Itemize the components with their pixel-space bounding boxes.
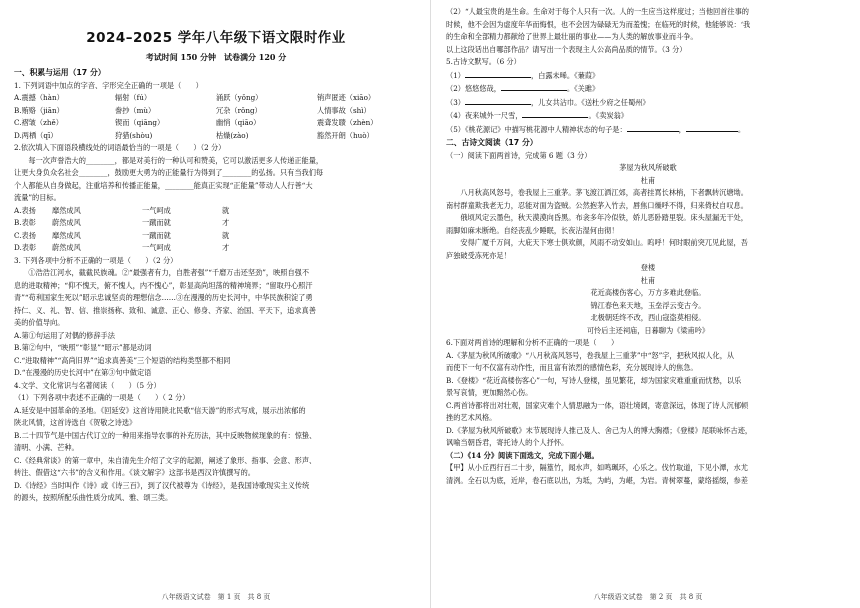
option-line: A.《茅屋为秋风所破歌》“八月秋高风怒号，卷我屋上三重茅”中“怒”字，把秋风拟人化，从 bbox=[446, 350, 735, 360]
option-cell: 一气呵成 bbox=[142, 205, 171, 215]
poem-line: 雨脚如麻未断绝。自经丧乱少睡眠，长夜沾湿何由彻！ bbox=[446, 225, 619, 235]
page-divider bbox=[430, 0, 431, 608]
option-cell: 锲而（qiāng） bbox=[115, 118, 165, 127]
option-line: 陕北风情，这首诗选自《贺敬之诗选》 bbox=[14, 418, 137, 427]
poem-author: 杜甫 bbox=[640, 175, 656, 185]
option-line: 清明、小满、芒种。 bbox=[14, 443, 79, 452]
passage-line: 美的价值导向。 bbox=[14, 318, 65, 327]
option-line: B.二十四节气是中国古代订立的一种用来指导农事的补充历法，其中反映物候现象的有：惊蛰、 bbox=[14, 430, 317, 440]
passage-line: 息的进取精神；“仰不愧天，俯不愧人，内不愧心”，彰显高尚坦荡的精神境界；“留取丹心照汗 bbox=[14, 280, 313, 290]
passage-line: 的生命和全部精力都献给了世界上最壮丽的事业——为人类的解放事业而斗争。 bbox=[446, 32, 698, 41]
passage-line: （2）“人最宝贵的是生命。生命对于每个人只有一次。人的一生应当这样度过；当他回首往事的 bbox=[446, 7, 749, 16]
option-line: 景写哀情，更加黯然心伤。 bbox=[446, 388, 533, 397]
option-row bbox=[14, 130, 418, 143]
option-cell: 靡然成风 bbox=[52, 205, 81, 215]
passage-line: 个人都能从自身做起，注重培养和传播正能量，________能真正实现“正能量”带动人人行善“大 bbox=[14, 180, 313, 190]
option-cell: 就 bbox=[222, 230, 230, 240]
option-row bbox=[14, 217, 418, 230]
sub-heading: （一）阅读下面两首诗，完成第 6 题（3 分） bbox=[446, 150, 592, 160]
option-line: C.“进取精神”“高尚旧界”“追求真善美”三个短语的结构类型都不相同 bbox=[14, 355, 231, 365]
poem-line: 南村群童欺我老无力，忍能对面为盗贼。公然抱茅入竹去，唇焦口燥呼不得，归来倚杖自叹息。 bbox=[446, 200, 748, 210]
section-heading: 二、古诗文阅读（17 分） bbox=[446, 138, 538, 147]
fill-label: （4）夜来城外一尺雪， bbox=[446, 111, 523, 120]
option-row bbox=[14, 230, 418, 243]
option-cell: 靡然成风 bbox=[52, 230, 81, 240]
poem-author: 杜甫 bbox=[640, 275, 656, 285]
answer-blank[interactable] bbox=[686, 123, 738, 132]
fill-line bbox=[446, 109, 850, 123]
option-row bbox=[14, 105, 418, 118]
option-cell: 销声匿迹（xiāo） bbox=[317, 93, 376, 102]
answer-blank[interactable] bbox=[465, 69, 531, 78]
option-cell: 豁然开朗（huò） bbox=[317, 130, 374, 140]
option-line: A.第①句运用了对偶的修辞手法 bbox=[14, 330, 115, 340]
option-line: 讽喻当朝昏君，寄托诗人的个人抒怀。 bbox=[446, 438, 569, 447]
passage-line: 每一次声誉浩大的________，都是对美行的一种认可和赞美，它可以激活更多人传递正能量， bbox=[28, 155, 324, 165]
q1-options bbox=[14, 92, 418, 142]
fill-text: 。《卖炭翁》 bbox=[588, 111, 628, 120]
poem-line: 可怜后主还祠庙，日暮聊为《梁甫吟》 bbox=[586, 325, 710, 335]
answer-blank[interactable] bbox=[522, 109, 588, 118]
poem-line: 北极朝廷终不改，西山寇盗莫相侵。 bbox=[590, 313, 706, 322]
option-line: B.《登楼》“花近高楼伤客心”一句，写诗人登楼，虽见繁花，却为国家灾难重重而忧愁，以乐 bbox=[446, 375, 742, 385]
option-line: C.两首诗都将出对壮观，国家灾难个人情思融为一体，语壮境阔，寄意深远，体现了诗人沉郁顿 bbox=[446, 400, 749, 410]
option-cell: 誊抄（mù） bbox=[115, 105, 156, 115]
page-footer: 八年级语文试卷 第 2 页 共 8 页 bbox=[593, 593, 703, 601]
option-cell: 狩猎(shòu) bbox=[115, 130, 153, 140]
poem-line: 八月秋高风怒号，卷我屋上三重茅。茅飞渡江洒江郊，高者挂罥长林梢，下者飘转沉塘坳。 bbox=[460, 188, 748, 197]
option-row bbox=[14, 205, 418, 218]
poem-title: 茅屋为秋风所破歌 bbox=[619, 163, 677, 172]
passage-line: 青”“苟利国家生死以”昭示忠诚坚贞的理想信念……③在漫漫的历史长河中，中华民族积淀了勇 bbox=[14, 293, 313, 302]
sub-question: （1）下列各项中表述不正确的一项是（ ）（ 2 分） bbox=[14, 393, 190, 402]
option-cell: 一蹴而就 bbox=[142, 218, 171, 227]
option-cell: D.两栖（qī） bbox=[14, 130, 58, 140]
right-column bbox=[446, 6, 850, 487]
fill-text: 。《关雎》 bbox=[566, 84, 600, 93]
question-stem: 1. 下列词语中加点的字音、字形完全正确的一项是（ ） bbox=[14, 80, 203, 90]
option-cell: 幽悄（qiāo） bbox=[216, 118, 261, 127]
option-line: B.第②句中，“映照”“彰显”“昭示”都是动词 bbox=[14, 343, 152, 352]
question-stem: 2.依次填入下面语段横线处的词语最恰当的一项是（ ）（2 分） bbox=[14, 143, 226, 152]
question-stem: 6.下面对两首诗的理解和分析不正确的一项是（ ） bbox=[446, 338, 619, 347]
question-stem: 4.文学、文化常识与名著阅读（ ）（5 分） bbox=[14, 380, 161, 390]
option-line: 的源头，按照所配乐曲性质分成风、雅、颂三类。 bbox=[14, 493, 173, 502]
option-cell: A.表扬 bbox=[14, 205, 36, 215]
q2-options bbox=[14, 205, 418, 255]
passage-line: 时候，他不会因为虚度年华而悔恨，也不会因为碌碌无为而羞愧；在临死的时候，他能够说：‘我 bbox=[446, 19, 751, 29]
poem-line: 锦江春色来天地，玉垒浮云变古今。 bbox=[590, 300, 706, 310]
question-stem: 3. 下列各项中分析不正确的一项是（ ）（2 分） bbox=[14, 255, 178, 265]
option-cell: 辐射（fú） bbox=[115, 93, 152, 102]
passage-line: 让更大身负众名社会________，鼓励更大勇为的正能量行为得到了________的弘扬。只有当我们每 bbox=[14, 168, 324, 177]
exam-subtitle: 考试时间 150 分钟 试卷满分 120 分 bbox=[145, 51, 287, 62]
poem-line: 花近高楼伤客心，万方多难此登临。 bbox=[590, 288, 706, 297]
option-cell: B.贿赂（jiān） bbox=[14, 105, 64, 115]
passage-line: 【甲】从小丘西行百二十步，隔篁竹，闻水声，如鸣珮环，心乐之。伐竹取道，下见小潭，水尤 bbox=[446, 463, 748, 472]
option-line: D.《诗经》当时叫作《诗》或《诗三百》，到了汉代被尊为《诗经》，是我国诗歌现实主义传统 bbox=[14, 480, 310, 490]
passage-line: ①浩浩江河水，截截民族魂。②“最强者有力，自胜者强”“千磨万击还坚劲”，映照自强不 bbox=[28, 268, 310, 277]
fill-text: ，儿女共沾巾。《送杜少府之任蜀州》 bbox=[530, 97, 650, 107]
poem-title: 登楼 bbox=[640, 263, 656, 272]
option-cell: B.表彰 bbox=[14, 218, 36, 227]
option-cell: D.表彰 bbox=[14, 243, 37, 252]
poem-line: 安得广厦千万间，大庇天下寒士俱欢颜，风雨不动安如山。呜呼！何时眼前突兀见此屋，吾 bbox=[460, 238, 748, 247]
exam-title: 2024–2025 学年八年级下语文限时作业 bbox=[86, 30, 346, 46]
option-cell: 冗杂（rǒng） bbox=[216, 105, 262, 115]
passage-line: 清洌。全石以为底，近岸，卷石底以出，为坻，为屿，为嵁，为岩。青树翠蔓，蒙络摇缀，参差 bbox=[446, 475, 748, 485]
option-line: 而使下一句不仅富有动作性，而且富有浓烈的感情色彩，充分展现诗人的焦急。 bbox=[446, 363, 698, 372]
option-cell: 一气呵成 bbox=[142, 243, 171, 252]
option-row bbox=[14, 242, 418, 255]
section-heading: 一、积累与运用（17 分） bbox=[14, 68, 106, 77]
option-cell: A.震撼（hàn） bbox=[14, 93, 64, 102]
left-column bbox=[14, 6, 418, 505]
passage-line: 以上这段话出自哪部作品？请写出一个表现主人公高尚品质的情节。（3 分） bbox=[446, 44, 687, 54]
poem-line: 庐独破受冻死亦足！ bbox=[446, 250, 511, 260]
question-stem: 5.古诗文默写。（6 分） bbox=[446, 57, 521, 66]
option-cell: 人情事故（shì） bbox=[317, 105, 371, 115]
option-cell: 蔚然成风 bbox=[52, 218, 81, 227]
fill-line bbox=[446, 69, 850, 83]
option-line: 挫的艺术风格。 bbox=[446, 413, 497, 422]
page-footer: 八年级语文试卷 第 1 页 共 8 页 bbox=[161, 593, 271, 601]
fill-line bbox=[446, 82, 850, 96]
answer-blank[interactable] bbox=[627, 123, 679, 132]
fill-line bbox=[446, 123, 850, 137]
option-line: C.《经典常谈》的第一章中，朱自清先生介绍了文字的起源，阐述了象形、指事、会意、形声、 bbox=[14, 455, 317, 465]
fill-text: 。 bbox=[737, 124, 746, 134]
option-line: D.《茅屋为秋风所破歌》末节展现诗人推己及人、舍己为人的博大胸襟；《登楼》尾联咏怀古迹， bbox=[446, 425, 753, 435]
option-cell: C.表扬 bbox=[14, 230, 36, 240]
option-cell: 才 bbox=[222, 218, 230, 227]
option-line: A.延安是中国革命的圣地。《回延安》这首诗用陕北民歌“信天游”的形式写成，展示出浓郁的 bbox=[14, 405, 306, 415]
fill-label: （5）《桃花源记》中描写桃花源中人精神状态的句子是： bbox=[446, 124, 627, 134]
passage-line: 持仁、义、礼、智、信、推崇扬称、致和、诚意、正心、修身、齐家、治国、平天下，追求真善 bbox=[14, 305, 316, 315]
option-row bbox=[14, 117, 418, 130]
fill-line bbox=[446, 96, 850, 110]
option-cell: 一蹴而就 bbox=[142, 230, 171, 240]
option-row bbox=[14, 92, 418, 105]
option-cell: 就 bbox=[222, 205, 230, 215]
fill-label: （3） bbox=[446, 97, 465, 107]
answer-blank[interactable] bbox=[465, 96, 531, 105]
option-cell: 枯燥(zào) bbox=[216, 130, 249, 140]
poem-line: 俄顷风定云墨色，秋天漠漠向昏黑。布衾多年冷似铁，娇儿恶卧踏里裂。床头屋漏无干处， bbox=[460, 213, 748, 222]
option-cell: 震聋发聩（zhèn） bbox=[317, 118, 378, 127]
fill-label: （1） bbox=[446, 70, 465, 80]
fill-text: ，白露未晞。《蒹葭》 bbox=[530, 70, 600, 80]
passage-line: 流量”的目标。 bbox=[14, 193, 61, 202]
option-cell: 才 bbox=[222, 243, 230, 252]
sub-heading: （二）《14 分》阅读下面选文，完成下面小题。 bbox=[446, 450, 599, 460]
option-cell: 涌跃（yǒng） bbox=[216, 93, 263, 102]
fill-text: ， bbox=[678, 124, 686, 134]
option-cell: C.褶皱（zhě） bbox=[14, 118, 63, 127]
option-cell: 蔚然成风 bbox=[52, 243, 81, 252]
option-line: D.“在漫漫的历史长河中”在第③句中做定语 bbox=[14, 368, 152, 377]
option-line: 转注、假借这“六书”的含义和作用。《谈文解字》这部书是西汉许慎撰写的。 bbox=[14, 468, 255, 477]
answer-blank[interactable] bbox=[501, 82, 567, 91]
fill-label: （2）悠悠悠哉， bbox=[446, 84, 501, 93]
